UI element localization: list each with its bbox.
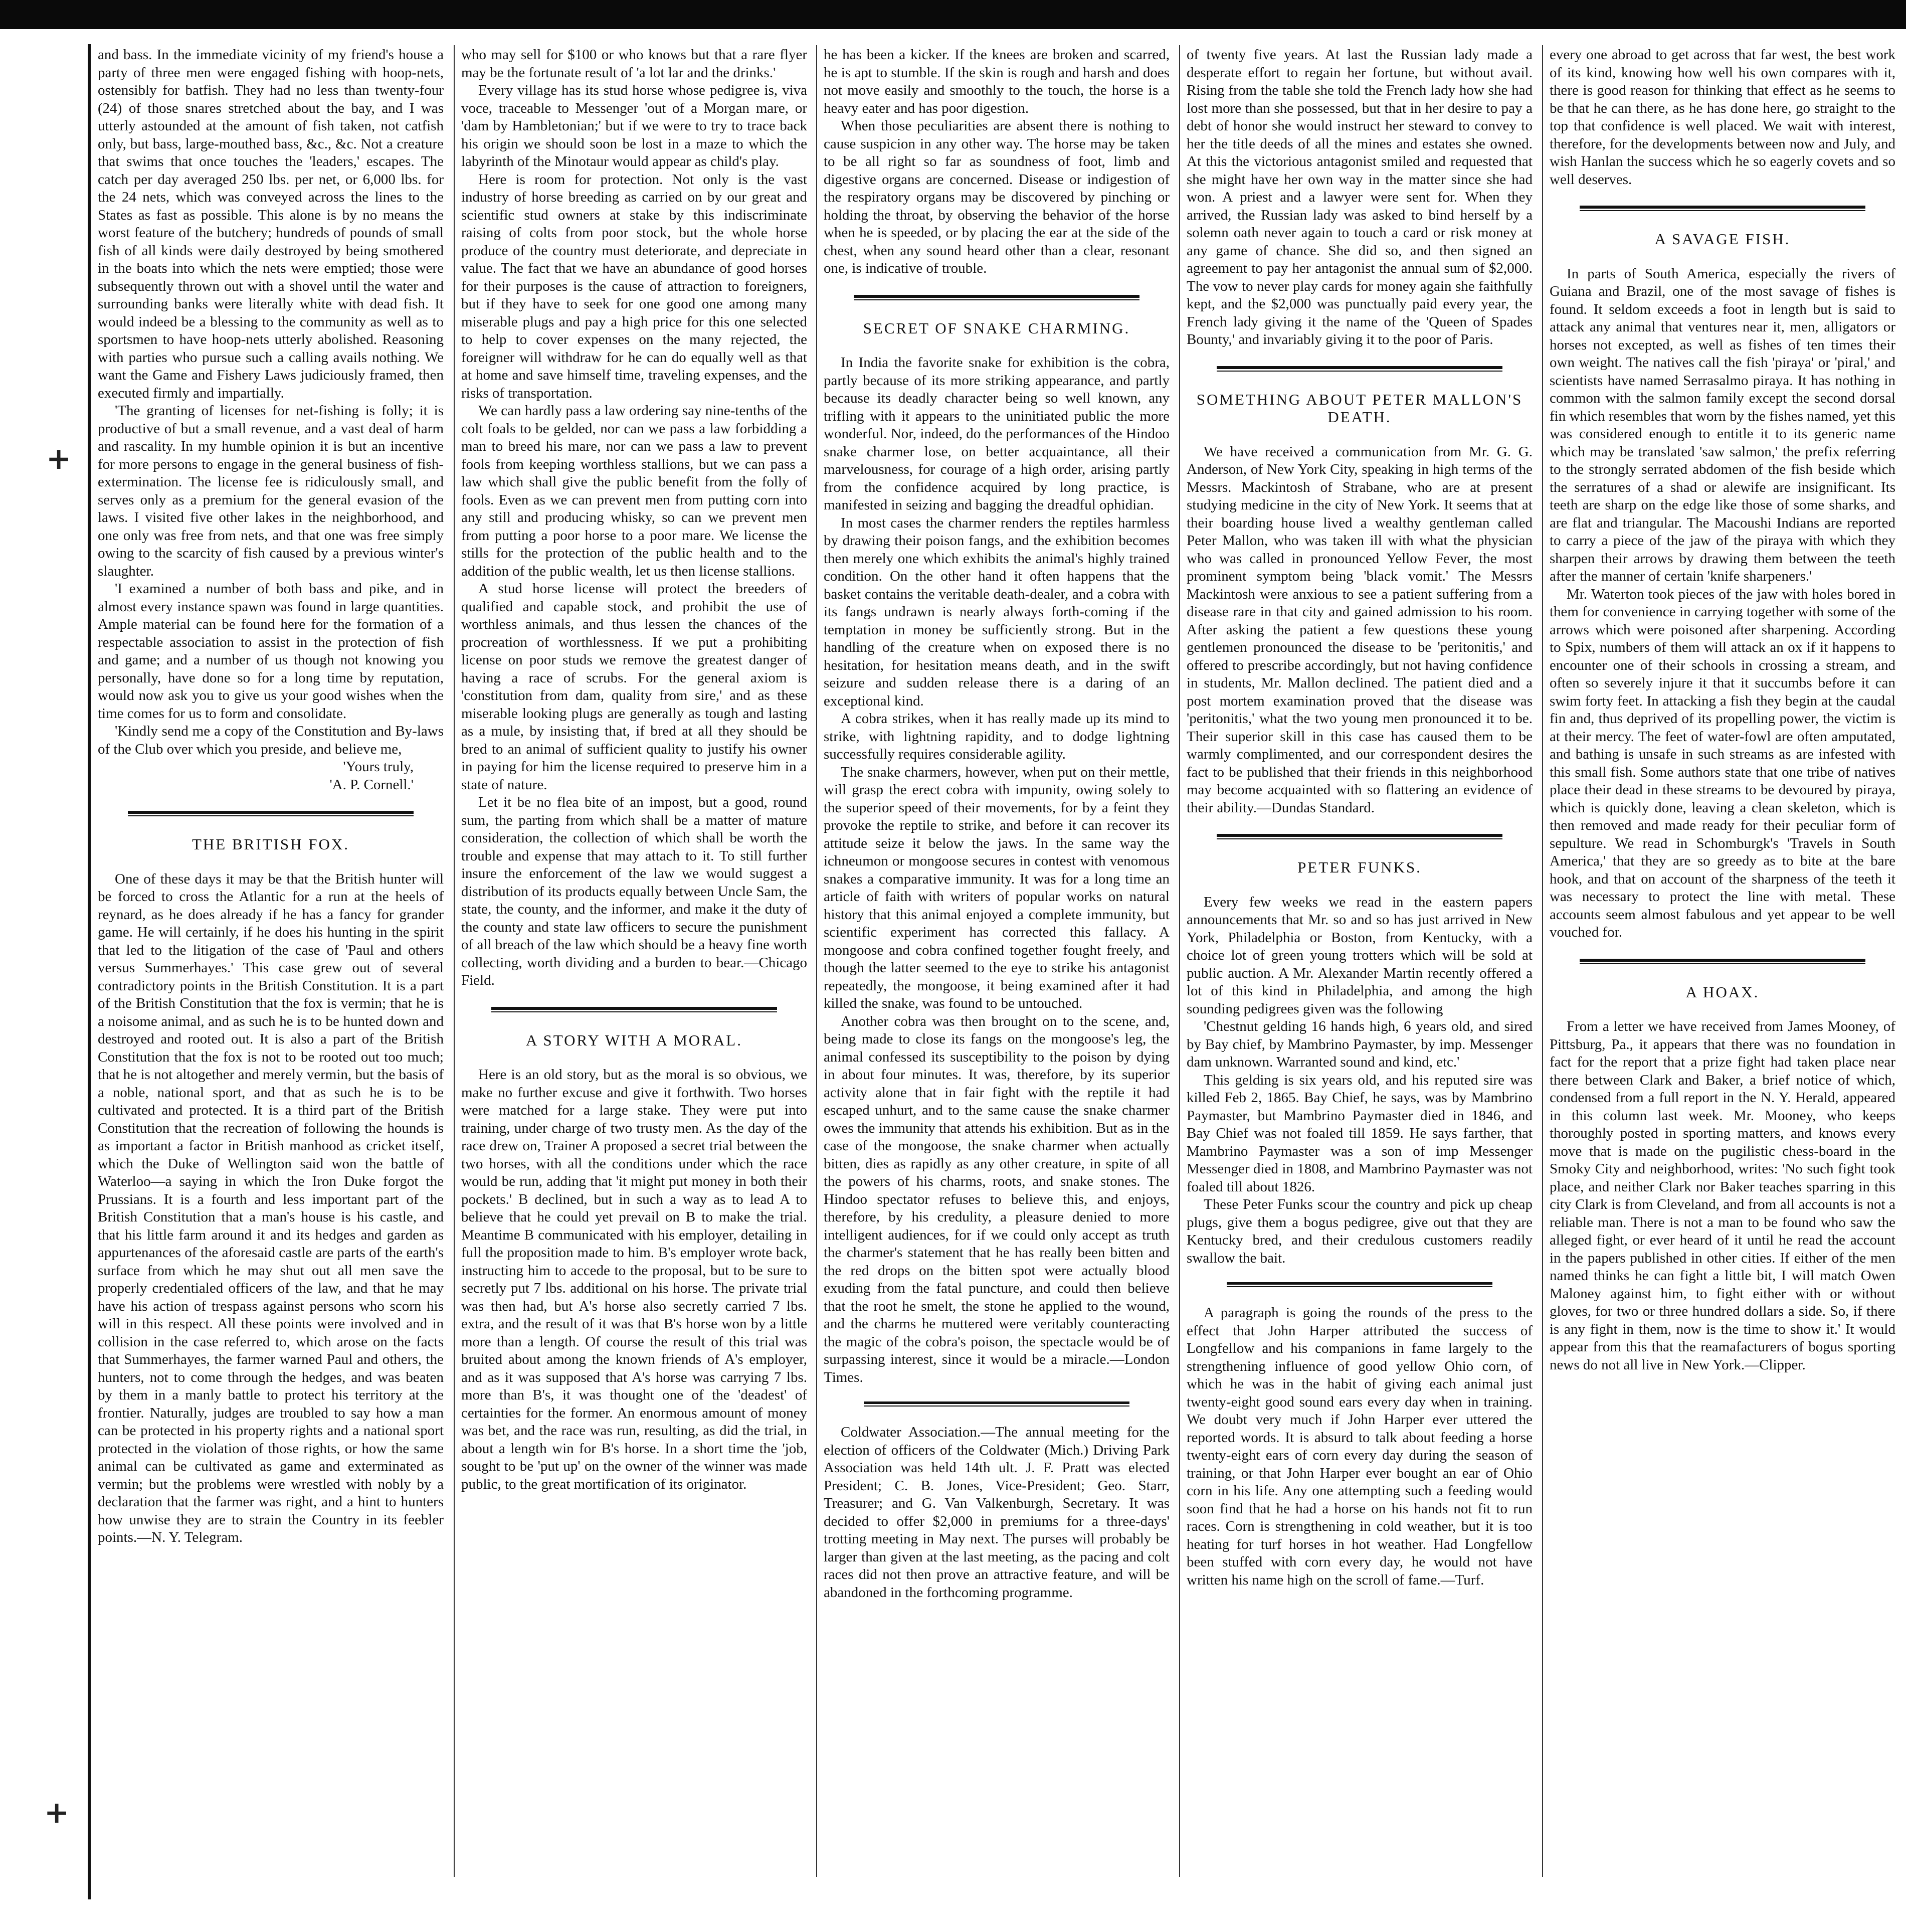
article-paragraph: Every village has its stud horse whose pedigree is, viva voce, traceable to Messenger 'out of a Morgan mare, or 'dam by Hambletonian;' but if we were to try to trace back his origin we should soon be lost in a maze to which the labyrinth of the Minotaur would appear as child's play.: [461, 82, 807, 169]
article-paragraph: The snake charmers, however, when put on their mettle, will grasp the erect cobra with impunity, owing solely to the superior speed of their movements, for by a feint they provoke the reptile to strike, and before it can recover its attitude seize it below the jaws. In the same way the ichneumon or mongoose secures in contest with venomous snakes a comparative immunity. It was for a long time an article of faith with writers of popular works on natural history that this animal enjoyed a complete immunity, but scientific experiment has corrected this fallacy. A mongoose and cobra confined together fought freely, and though the latter seemed to the eye to strike his antagonist repeatedly, the mongoose, it being examined after it had killed the snake, was found to be untouched.: [824, 764, 1170, 1011]
article-headline: PETER FUNKS.: [1297, 858, 1422, 876]
column-5: [1550, 46, 1895, 1887]
margin-mark: +: [46, 441, 72, 476]
article-paragraph: who may sell for $100 or who knows but that a rare flyer may be the fortunate result of 'a lot lar and the drinks.': [461, 47, 807, 81]
article-paragraph: A paragraph is going the rounds of the press to the effect that John Harper attributed the success of Longfellow and his companions in fame largely to the strengthening influence of good yellow Ohio corn, of which he was in the habit of giving each animal just twenty-eight good sound ears every day when in training. We doubt very much if John Harper ever uttered the reported words. It is absurd to talk about feeding a horse twenty-eight ears of corn every day during the season of training, or that John Harper ever bought an ear of Ohio corn in his life. Any one attempting such a feeding would soon find that he had a horse on his hands not fit to run races. Corn is strengthening in cold weather, but it is too heating for turf horses in hot weather. Had Longfellow been stuffed with corn every day, he would not have written his name high on the scroll of fame.—Turf.: [1187, 1305, 1533, 1588]
article-paragraph: Every few weeks we read in the eastern papers announcements that Mr. so and so has just arrived in New York, Philadelphia or Boston, from Kentucky, with a choice lot of green young trotters which will be sold at public auction. A Mr. Alexander Martin recently offered a lot of this kind in Philadelphia, and among the high sounding pedigrees given was the following: [1187, 894, 1533, 1017]
signature-line: 'Yours truly,: [343, 759, 414, 775]
margin-rule: [88, 44, 91, 1899]
article-headline: THE BRITISH FOX.: [192, 835, 350, 853]
article-paragraph: every one abroad to get across that far west, the best work of its kind, knowing how well his own compares with it, there is good reason for thinking that effect as he seems to be that he can there, as he has done here, go straight to the top that confidence is well placed. We wait with interest, therefore, for the developments between now and July, and wish Hanlan the success which he so eagerly covets and so well deserves.: [1550, 47, 1895, 188]
article-paragraph: When those peculiarities are absent there is nothing to cause suspicion in any other way. The horse may be taken to be all right so far as soundness of foot, limb and digestive organs are concerned. Disease or indigestion of the respiratory organs may be discovered by pinching or holding the throat, by observing the behavior of the horse when he is speeded, or by placing the ear at the side of the chest, when any sound heard other than a clear, resonant one, is indicative of trouble.: [824, 118, 1170, 276]
article-paragraph: In parts of South America, especially the rivers of Guiana and Brazil, one of the most savage of fishes is found. It seldom exceeds a foot in length but is said to attack any animal that ventures near it, men, alligators or horses not excepted, as well as fishes of ten times their own weight. The natives call the fish 'piraya' or 'piral,' and scientists have named Serrasalmo piraya. It has nothing in common with the salmon family except the second dorsal fin which resembles that worn by the fishes named, yet this was considered enough to entitle it to its generic name which may be translated 'saw salmon,' the prefix referring to the strongly serrated abdomen of the fish beside which the serratures of a shad or alewife are insignificant. Its teeth are sharp on the edge like those of some sharks, and are flat and triangular. The Macoushi Indians are reported to carry a piece of the jaw of the piraya with which they sharpen their arrows by drawing them between the teeth after the manner of certain 'knife sharpeners.': [1550, 265, 1895, 584]
column-4: [1187, 46, 1533, 1887]
article-paragraph: This gelding is six years old, and his reputed sire was killed Feb 2, 1865. Bay Chief, he says, was by Mambrino Paymaster, but Mambrino Paymaster died in 1846, and Bay Chief was not foaled till 1859. He says farther, that Mambrino Paymaster was a son of imp Messenger Messenger died in 1808, and Mambrino Paymaster was not foaled till about 1826.: [1187, 1072, 1533, 1195]
article-paragraph: Here is an old story, but as the moral is so obvious, we make no further excuse and give it forthwith. Two horses were matched for a large stake. They were put into training, under charge of two trusty men. As the day of the race drew on, Trainer A proposed a secret trial between the two horses, with all the conditions under which the race would be run, adding that 'it might put money in both their pockets.' B declined, but in such a way as to lead A to believe that he could yet prevail on B to make the trial. Meantime B communicated with his employer, detailing in full the proposition made to him. B's employer wrote back, instructing him to accede to the proposal, but to be sure to secretly put 7 lbs. additional on his horse. The private trial was then had, but A's horse also secretly carried 7 lbs. extra, and the result of it was that B's horse won by a little more than a length. Of course the result of this trial was bruited about among the known friends of A's employer, and as it was supposed that A's horse was carrying 7 lbs. more than B's, it was thought one of the 'deadest' of certainties for the former. An enormous amount of money was bet, and the race was run, resulting, as did the trial, in about a length win for B's horse. In a short time the 'job, sought to be 'put up' on the owner of the winner was made public, to the great mortification of its originator.: [461, 1067, 807, 1492]
article-paragraph: From a letter we have received from James Mooney, of Pittsburg, Pa., it appears that there was no foundation in fact for the report that a prize fight had taken place near there between Clark and Baker, a brief notice of which, condensed from a full report in the N. Y. Herald, appeared in this column last week. Mr. Mooney, who keeps thoroughly posted in sporting matters, and knows every move that is made on the pugilistic chess-board in the Smoky City and neighborhood, writes: 'No such fight took place, and neither Clark nor Baker teaches sparring in this city Clark is from Cleveland, and from all accounts is not a reliable man. There is not a man to be found who saw the alleged fight, or ever heard of it until he read the account in the papers published in other cities. If either of the men named thinks he can fight a little bit, I will match Owen Maloney against him, to fight either with or without gloves, for two or three hundred dollars a side. So, if there is any fight in them, now is the time to show it.' It would appear from this that the reamafacturers of bogus sporting news do not all live in New York.—Clipper.: [1550, 1018, 1895, 1373]
article-paragraph: We have received a communication from Mr. G. G. Anderson, of New York City, speaking in high terms of the Messrs. Mackintosh of Strabane, who are at present studying medicine in the city of New York. It seems that at their boarding house lived a wealthy gentleman called Peter Mallon, who was taken ill with what the physician who was called in pronounced Yellow Fever, the most prominent symptom being 'black vomit.' The Messrs Mackintosh were anxious to see a patient suffering from a disease rare in that city and gained admission to his room. After asking the patient a few questions these young gentlemen pronounced the disease to be 'peritonitis,' and offered to prescribe accordingly, but not having confidence in students, Mr. Mallon declined. The patient died and a post mortem examination proved that the disease was 'peritonitis,' what the two young men pronounced it to be. Their superior skill in this case has caused them to be warmly complimented, and our correspondent desires the fact to be published that their friends in this neighborhood may become acquainted with so flattering an evidence of their ability.—Dundas Standard.: [1187, 443, 1533, 816]
article-headline: A SAVAGE FISH.: [1654, 230, 1791, 248]
article-paragraph: In India the favorite snake for exhibition is the cobra, partly because of its more striking appearance, and partly because its deadly character being so well known, any trifling with it appears to the uninitiated public the more wonderful. Nor, indeed, do the performances of the Hindoo snake charmer lose, on better acquaintance, all their marvelousness, for courage of a high order, arising partly from the confidence acquired by long practice, is manifested in seizing and bagging the dreadful ophidian.: [824, 355, 1170, 513]
column-divider: [454, 45, 455, 1877]
article-paragraph: One of these days it may be that the British hunter will be forced to cross the Atlantic for a run at the heels of reynard, as he does already if he has a fancy for grander game. He will certainly, if he does his hunting in the spirit that led to the litigation of the case of 'Paul and others versus Summerhayes.' This case grew out of several contradictory points in the British Constitution. It is a part of the British Constitution that the fox is vermin; that he is a noisome animal, and as such he is to be hunted down and destroyed and rooted out. It is also a part of the British Constitution that the fox is not to be rooted out too much; that he is not altogether and merely vermin, but the basis of a noble, national sport, and that as such he is to be cultivated and protected. It is a third part of the British Constitution that the recreation of following the hounds is as important a factor in British manhood as cricket itself, which the Duke of Wellington said won the battle of Waterloo—a saying in which the Iron Duke forgot the Prussians. It is a fourth and less important part of the British Constitution that a man's house is his castle, and that his little farm around it and its hedges and garden as appurtenances of the aforesaid castle are parts of the earth's surface from which he may shut out all men save the properly credentialed officers of the law, and that he may have his action of trespass against persons who scorn his will in this respect. All these points were involved and in collision in the case referred to, which arose on the facts that Summerhayes, the farmer warned Paul and others, the hunters, not to come through the hedges, and was beaten by them in a manly battle to protect his territory at the frontier. Naturally, judges are troubled to say how a man can be protected in his property rights and a national sport protected in the violation of those rights, or how the same animal can be cultivated as game and exterminated as vermin; but the problems were wrestled with nobly by a declaration that the farmer was right, and a hint to hunters how unwise they are to strain the Country in its feebler points.—N. Y. Telegram.: [98, 870, 444, 1545]
article-paragraph: 'The granting of licenses for net-fishing is folly; it is productive of but a small revenue, and a vast deal of harm and rascality. In my humble opinion it is but an incentive for more persons to engage in the general business of fish-extermination. The license fee is ridiculously small, and serves only as a premium for the general evasion of the laws. I visited five other lakes in the neighborhood, and one only was free from nets, and that one was free simply owing to the scarcity of fish caused by a previous winter's slaughter.: [98, 403, 444, 579]
headline-rule: [1217, 834, 1502, 839]
top-border-rule: [0, 0, 1906, 29]
article-paragraph: Here is room for protection. Not only is the vast industry of horse breeding as carried on by our great and scientific stud owners at stake by this indiscriminate raising of colts from poor stock, but the whole horse produce of the country must deteriorate, and depreciate in value. The fact that we have an abundance of good horses for their purposes is the cause of attraction to foreigners, but if they have to seek for one good one among many miserable plugs and pay a high price for this one selected to help to cover expenses on the many rejected, the foreigner will withdraw for he can do equally well as that at home and save himself time, traveling expenses, and the risks of transportation.: [461, 171, 807, 401]
article-paragraph: A stud horse license will protect the breeders of qualified and capable stock, and prohibit the use of worthless animals, and thus lessen the chances of the procreation of worthlessness. If we put a prohibiting license on poor studs we remove the greatest danger of having a race of scrubs. For the general axiom is 'constitution from dam, quality from sire,' and as these miserable looking plugs are generally as tough and lasting as a mule, by insisting that, if bred at all they should be bred to an animal of sufficient quality to justify his owner in paying for him the license required to preserve him in a state of nature.: [461, 581, 807, 793]
headline-rule: [491, 1007, 777, 1012]
article-paragraph: In most cases the charmer renders the reptiles harmless by drawing their poison fangs, and the exhibition becomes then merely one which exhibits the animal's highly trained condition. On the other hand it often happens that the basket contains the veritable death-dealer, and a cobra with its fangs undrawn is nearly always forth-coming if the temptation in money be sufficiently strong. But in the handling of the creature when on exposed there is no hesitation, for hesitation means death, and in the swift seizure and sudden release there is a daring of an exceptional kind.: [824, 514, 1170, 709]
article-headline: SOMETHING ABOUT PETER MALLON'S DEATH.: [1196, 390, 1523, 426]
article-paragraph: of twenty five years. At last the Russian lady made a desperate effort to regain her fortune, but without avail. Rising from the table she told the French lady how she had lost more than she possessed, but that in her desire to pay a debt of honor she would instruct her steward to convey to her the title deeds of all the mines and estates she owned. At this the victorious antagonist smiled and requested that she might have her own way in the matter since she had won. A priest and a lawyer were sent for. When they arrived, the Russian lady was asked to bind herself by a solemn oath never again to touch a card or risk money at any game of chance. She did so, and then signed an agreement to pay her antagonist the annual sum of $2,000. The vow to never play cards for money again she faithfully kept, and the $2,000 was punctually paid every year, the French lady giving it the name of the 'Queen of Spades Bounty,' and invariably giving it to the poor of Paris.: [1187, 47, 1533, 347]
headline-rule: [1217, 366, 1502, 372]
article-paragraph: We can hardly pass a law ordering say nine-tenths of the colt foals to be gelded, nor can we pass a law forbidding a man to breed his mare, nor can we pass a law to prevent fools from keeping worthless stallions, but we can pass a law which shall give the public benefit from the folly of fools. Even as we can prevent men from putting corn into any still and producing whisky, so can we prevent men from putting a poor horse to a poor mare. We license the stills for the protection of the public health and to the addition of the public wealth, let us then license stallions.: [461, 403, 807, 579]
headline-rule: [854, 295, 1139, 300]
headline-rule: [1580, 959, 1865, 964]
article-headline: A HOAX.: [1685, 983, 1760, 1001]
article-paragraph: Coldwater Association.—The annual meeting for the election of officers of the Coldwater (Mich.) Driving Park Association was held 14th ult. J. F. Pratt was elected President; C. B. Jones, Vice-President; Geo. Starr, Treasurer; and G. Van Valkenburgh, Secretary. It was decided to offer $2,000 in premiums for a three-days' trotting meeting in May next. The purses will probably be larger than given at the last meeting, as the pacing and colt races did not then prove an attractive feature, and will be abandoned in the forthcoming programme.: [824, 1424, 1170, 1601]
article-paragraph: These Peter Funks scour the country and pick up cheap plugs, give them a bogus pedigree, give out that they are Kentucky bred, and their credulous customers readily swallow the bait.: [1187, 1196, 1533, 1266]
article-paragraph: Another cobra was then brought on to the scene, and, being made to close its fangs on the mongoose's leg, the animal confessed its susceptibility to the poison by dying in about four minutes. It was, therefore, by its superior activity alone that in fair fight with the reptile it had escaped unhurt, and to the same cause the snake charmer owes the immunity that attends his exhibition. But as in the case of the mongoose, the snake charmer when actually bitten, dies as rapidly as any other creature, in spite of all the powers of his charms, roots, and snake stones. The Hindoo spectator refuses to believe this, and enjoys, therefore, by his credulity, a pleasure denied to more intelligent audiences, for if we could only accept as truth the charmer's statement that he has really been bitten and the red drops on the bitten spot were actually blood exuding from the fatal puncture, and could then believe that the root he smelt, the stone he applied to the wound, and the charms he muttered were veritably counteracting the magic of the cobra's poison, the spectacle would be of surpassing interest, since it would be a miracle.—London Times.: [824, 1013, 1170, 1385]
signature-line: 'A. P. Cornell.': [329, 776, 414, 793]
article-paragraph: 'Chestnut gelding 16 hands high, 6 years old, and sired by Bay chief, by Mambrino Paymaster, by imp. Messenger dam unknown. Warranted sound and kind, etc.': [1187, 1018, 1533, 1070]
section-rule: [1227, 1282, 1492, 1287]
left-margin: [0, 29, 88, 1932]
margin-mark: +: [44, 1795, 70, 1830]
headline-rule: [128, 811, 414, 816]
article-paragraph: Mr. Waterton took pieces of the jaw with holes bored in them for convenience in carrying together with some of the arrows which were poisoned after sharpening. According to Spix, numbers of them will attack an ox if it happens to encounter one of their schools in crossing a stream, and often so severely injure it that it succumbs before it can swim forty feet. In attacking a fish they begin at the caudal fin and, thus deprived of its propelling power, the victim is at their mercy. The feet of water-fowl are often amputated, and bathing is unsafe in such streams as are infested with this small fish. Some authors state that one tribe of natives place their dead in these streams to be devoured by piraya, which is quickly done, leaving a clean skeleton, which is then removed and made ready for their peculiar form of sepulture. We read in Schomburgk's 'Travels in South America,' that they are so greedy as to bite at the bare hook, and that on account of the sharpness of the teeth it was necessary to protect the line with metal. These accounts seem almost fabulous and yet appear to be well vouched for.: [1550, 586, 1895, 940]
article-headline: A STORY WITH A MORAL.: [526, 1031, 742, 1049]
column-divider: [1542, 45, 1543, 1877]
article-paragraph: 'Kindly send me a copy of the Constitution and By-laws of the Club over which you preside, and believe me,: [98, 723, 444, 757]
section-rule: [864, 1401, 1129, 1407]
article-paragraph: A cobra strikes, when it has really made up its mind to strike, with lightning rapidity, and to dodge lightning successfully requires considerable agility.: [824, 711, 1170, 762]
article-headline: SECRET OF SNAKE CHARMING.: [863, 319, 1130, 337]
column-divider: [1179, 45, 1180, 1877]
column-divider: [816, 45, 817, 1877]
headline-rule: [1580, 206, 1865, 211]
article-paragraph: and bass. In the immediate vicinity of my friend's house a party of three men were engaged fishing with hoop-nets, ostensibly for batfish. They had no less than twenty-four (24) of those snares stretched about the bay, and I was utterly astounded at the amount of fish taken, not catfish only, but bass, large-mouthed bass, &c., &c. Not a creature that swims that once touches the 'leaders,' escapes. The catch per day averaged 250 lbs. per net, or 6,000 lbs. for the 24 nets, which was conveyed across the lines to the States as fast as possible. This alone is by no means the worst feature of the butchery; hundreds of pounds of small fish of all kinds were daily destroyed by being smothered in the boats into which the nets were emptied; those were subsequently thrown out with a shovel until the water and surrounding banks were literally white with dead fish. It would indeed be a blessing to the community as well as to sportsmen to have hoop-nets utterly abolished. Reasoning with parties who pursue such a calling avails nothing. We want the Game and Fishery Laws judiciously framed, then executed firmly and impartially.: [98, 47, 444, 401]
article-paragraph: Let it be no flea bite of an impost, but a good, round sum, the parting from which shall be a matter of mature consideration, the collection of which shall be worth the trouble and expense that may attach to it. To still further insure the enforcement of the law we would suggest a distribution of its products equally between Uncle Sam, the state, the county, and the informer, and make it the duty of the county and state law officers to secure the punishment of all breach of the law which should be a heavy fine worth collecting, worth dividing and a burden to bear.—Chicago Field.: [461, 794, 807, 988]
article-paragraph: 'I examined a number of both bass and pike, and in almost every instance spawn was found in large quantities. Ample material can be found here for the formation of a respectable association to assist in the protection of fish and game; and a number of us though not knowing you personally, have done so for a long time by reputation, would now ask you to give us your good wishes when the time comes for us to form and consolidate.: [98, 581, 444, 722]
column-2: [461, 46, 807, 1887]
article-paragraph: he has been a kicker. If the knees are broken and scarred, he is apt to stumble. If the skin is rough and harsh and does not move easily and smoothly to the touch, the horse is a heavy eater and has poor digestion.: [824, 47, 1170, 116]
column-1: [98, 46, 444, 1887]
column-3: [824, 46, 1170, 1887]
